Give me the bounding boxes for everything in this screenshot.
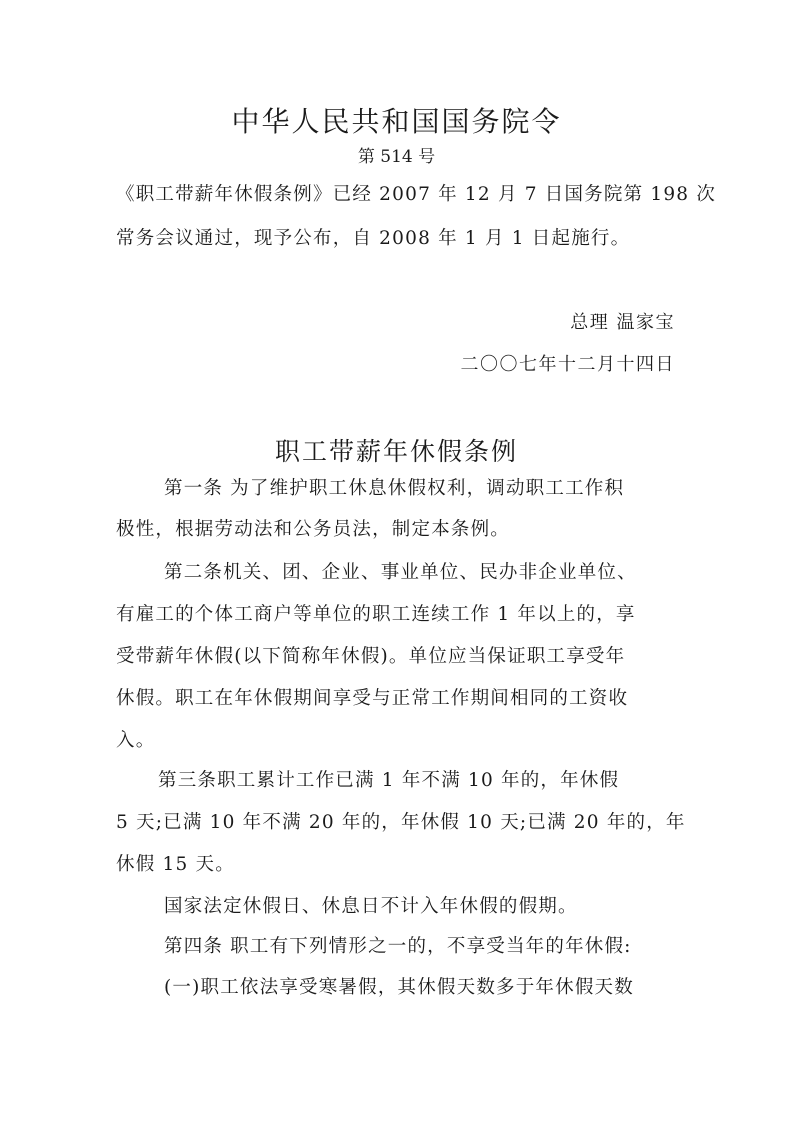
article-3-line-2: 5 天;已满 10 年不满 20 年的，年休假 10 天;已满 20 年的，年 xyxy=(116,812,686,833)
signatory: 总理 温家宝 xyxy=(570,312,675,333)
article-1-line-2: 极性，根据劳动法和公务员法，制定本条例。 xyxy=(116,519,511,540)
article-2-line-1: 第二条机关、团、企业、事业单位、民办非企业单位、 xyxy=(164,562,637,583)
article-4-item-1: (一)职工依法享受寒暑假，其休假天数多于年休假天数 xyxy=(164,977,634,998)
article-3-line-3: 休假 15 天。 xyxy=(116,854,235,875)
signing-date: 二〇〇七年十二月十四日 xyxy=(460,354,675,375)
promulgation-line-1: 《职工带薪年休假条例》已经 2007 年 12 月 7 日国务院第 198 次 xyxy=(116,184,717,205)
article-2-line-5: 入。 xyxy=(116,730,156,751)
regulation-title: 职工带薪年休假条例 xyxy=(274,437,518,466)
article-3-line-1: 第三条职工累计工作已满 1 年不满 10 年的，年休假 xyxy=(158,770,620,791)
article-2-line-2: 有雇工的个体工商户等单位的职工连续工作 1 年以上的，享 xyxy=(116,604,636,625)
order-title: 中华人民共和国国务院令 xyxy=(231,105,562,138)
article-3-note: 国家法定休假日、休息日不计入年休假的假期。 xyxy=(164,896,578,917)
article-2-line-4: 休假。职工在年休假期间享受与正常工作期间相同的工资收 xyxy=(116,688,629,709)
promulgation-line-2: 常务会议通过，现予公布，自 2008 年 1 月 1 日起施行。 xyxy=(116,228,631,249)
article-4-heading: 第四条 职工有下列情形之一的，不享受当年的年休假: xyxy=(164,936,632,957)
article-1-line-1: 第一条 为了维护职工休息休假权利，调动职工工作积 xyxy=(164,478,625,499)
article-2-line-3: 受带薪年休假(以下简称年休假)。单位应当保证职工享受年 xyxy=(116,646,626,667)
order-number: 第 514 号 xyxy=(357,147,436,167)
